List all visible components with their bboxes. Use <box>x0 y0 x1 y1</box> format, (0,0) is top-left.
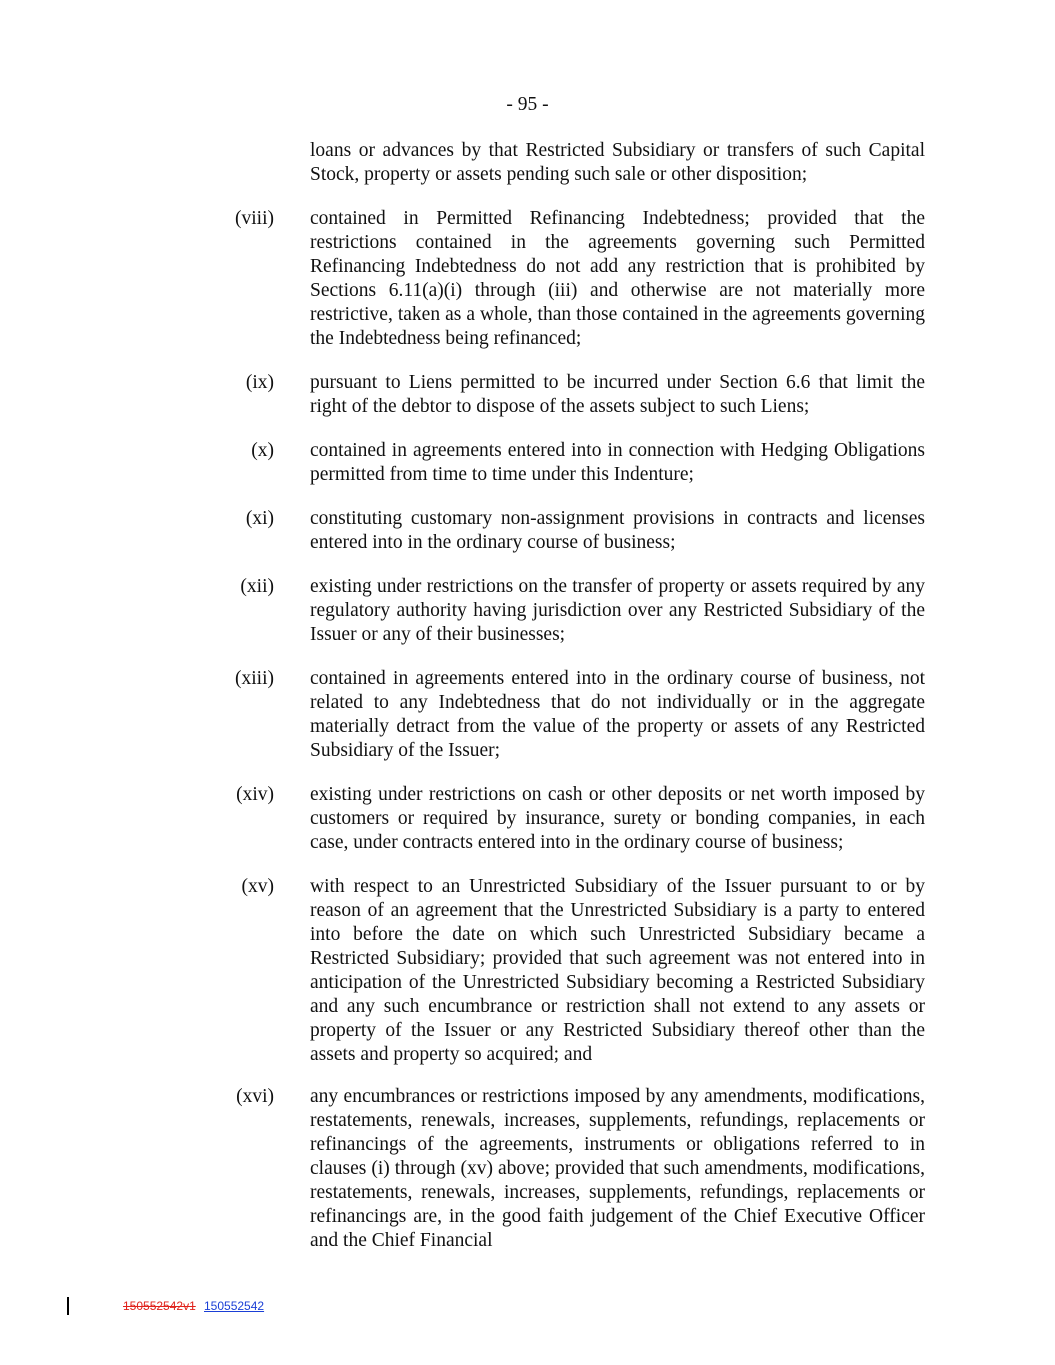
clause-number: (xi) <box>245 508 274 529</box>
clause-number: (xvi) <box>236 1086 274 1107</box>
revision-change-bar <box>67 1297 69 1315</box>
clause-text: contained in agreements entered into in connection with Hedging Obligations permitted from time to time under this Indenture; <box>310 440 925 485</box>
clause-text: with respect to an Unrestricted Subsidiary of the Issuer pursuant to or by reason of an agreement that the Unrestricted Subsidiary is a party to entered into before the date on which such Unrestricted Subsidiary became a Restricted Subsidiary; provided that such agreement was not entered into in anticipation of the Unrestricted Subsidiary becoming a Restricted Subsidiary and any such encumbrance or restriction shall not extend to any assets or property of the Issuer or any Restricted Subsidiary thereof other than the assets and property so acquired; and <box>310 876 925 1065</box>
page-footer <box>0 1297 1055 1319</box>
clause-number: (xii) <box>240 576 274 597</box>
continuation-paragraph: loans or advances by that Restricted Subsidiary or transfers of such Capital Stock, property or assets pending such sale or other disposition; <box>310 140 925 185</box>
clause-text: contained in Permitted Refinancing Indebtedness; provided that the restrictions contained in the agreements governing such Permitted Refinancing Indebtedness do not add any restriction that is prohibited by Sections 6.11(a)(i) through (iii) and otherwise are not materially more restrictive, taken as a whole, than those contained in the agreements governing the Indebtedness being refinanced; <box>310 208 925 349</box>
clause-number: (xiii) <box>235 668 274 689</box>
inserted-document-id: 150552542 <box>204 1299 265 1313</box>
clause-text: existing under restrictions on the transfer of property or assets required by any regulatory authority having jurisdiction over any Restricted Subsidiary of the Issuer or any of their businesses; <box>310 576 925 645</box>
clause-number: (x) <box>251 440 274 461</box>
clause-text: existing under restrictions on cash or other deposits or net worth imposed by customers or required by insurance, surety or bonding companies, in each case, under contracts entered into in the ordinary course of business; <box>310 784 925 853</box>
clause-text: contained in agreements entered into in the ordinary course of business, not related to any Indebtedness that do not individually or in the aggregate materially detract from the value of the property or assets of any Restricted Subsidiary of the Issuer; <box>310 668 925 761</box>
clause-text: constituting customary non-assignment provisions in contracts and licenses entered into in the ordinary course of business; <box>310 508 925 553</box>
clause-number: (xiv) <box>236 784 274 805</box>
clause-number: (ix) <box>245 372 274 393</box>
clause-number: (xv) <box>241 876 274 897</box>
clause-text: any encumbrances or restrictions imposed by any amendments, modifications, restatements, renewals, increases, supplements, refundings, replacements or refinancings of the agreements, instruments or obligations referred to in clauses (i) through (xv) above; provided that such amendments, modifications, restatements, renewals, increases, supplements, refundings, replacements or refinancings are, in the good faith judgement of the Chief Executive Officer and the Chief Financial <box>310 1086 925 1251</box>
deleted-document-id: 150552542v1 <box>123 1299 196 1313</box>
clause-text: pursuant to Liens permitted to be incurred under Section 6.6 that limit the right of the debtor to dispose of the assets subject to such Liens; <box>310 372 925 417</box>
page-number: - 95 - <box>506 94 549 115</box>
clause-number: (viii) <box>235 208 274 229</box>
